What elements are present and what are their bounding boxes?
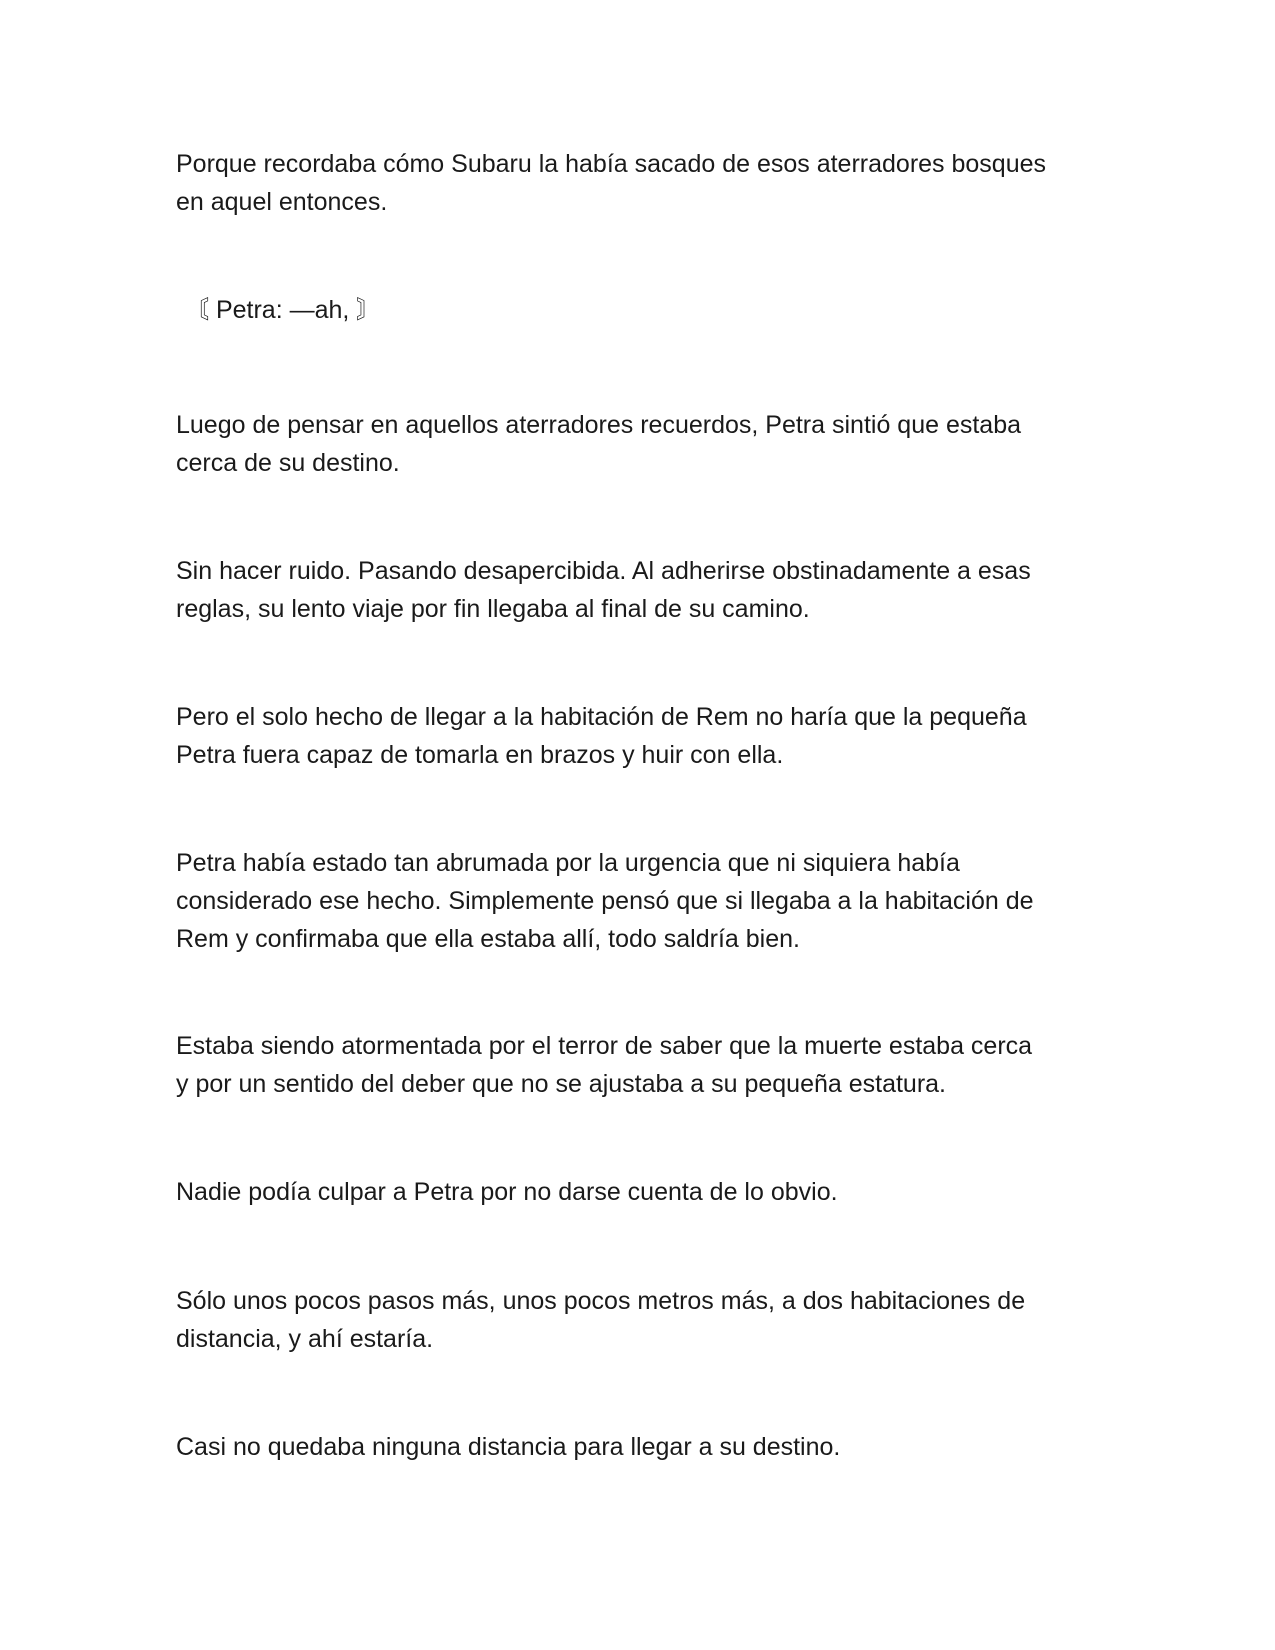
paragraph-line: Petra había estado tan abrumada por la urgencia que ni siquiera había <box>176 849 960 877</box>
paragraph-8 <box>176 1173 1116 1211</box>
paragraph-10 <box>176 1428 1116 1466</box>
paragraph-line: cerca de su destino. <box>176 449 400 477</box>
paragraph-5 <box>176 698 1116 774</box>
paragraph-7 <box>176 1027 1116 1103</box>
paragraph-line: Sólo unos pocos pasos más, unos pocos metros más, a dos habitaciones de <box>176 1287 1026 1315</box>
paragraph-9 <box>176 1282 1116 1358</box>
paragraph-6 <box>176 844 1116 958</box>
paragraph-line: en aquel entonces. <box>176 188 388 216</box>
paragraph-line: Estaba siendo atormentada por el terror de saber que la muerte estaba cerca <box>176 1032 1033 1060</box>
paragraph-1 <box>176 145 1116 221</box>
paragraph-line: distancia, y ahí estaría. <box>176 1325 434 1353</box>
paragraph-line: considerado ese hecho. Simplemente pensó que si llegaba a la habitación de <box>176 887 1034 915</box>
paragraph-line: Rem y confirmaba que ella estaba allí, todo saldría bien. <box>176 925 800 953</box>
paragraph-line: y por un sentido del deber que no se ajustaba a su pequeña estatura. <box>176 1070 947 1098</box>
paragraph-line: reglas, su lento viaje por fin llegaba al final de su camino. <box>176 595 810 623</box>
paragraph-line: Nadie podía culpar a Petra por no darse cuenta de lo obvio. <box>176 1178 838 1206</box>
paragraph-3 <box>176 406 1116 482</box>
paragraph-4 <box>176 552 1116 628</box>
paragraph-line: Casi no quedaba ninguna distancia para llegar a su destino. <box>176 1433 841 1461</box>
paragraph-line: Luego de pensar en aquellos aterradores recuerdos, Petra sintió que estaba <box>176 411 1022 439</box>
paragraph-line: Pero el solo hecho de llegar a la habitación de Rem no haría que la pequeña <box>176 703 1027 731</box>
paragraph-line: Porque recordaba cómo Subaru la había sacado de esos aterradores bosques <box>176 150 1047 178</box>
paragraph-line: Sin hacer ruido. Pasando desapercibida. Al adherirse obstinadamente a esas <box>176 557 1031 585</box>
paragraph-line: Petra fuera capaz de tomarla en brazos y huir con ella. <box>176 741 784 769</box>
dialogue-line <box>184 291 1124 329</box>
paragraph-line: 〘 Petra: —ah, 〙 <box>184 296 382 324</box>
